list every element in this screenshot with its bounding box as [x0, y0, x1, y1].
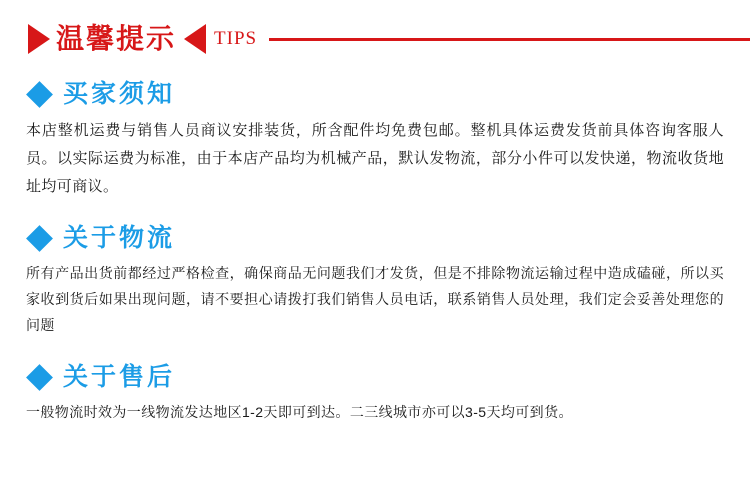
diamond-icon — [26, 225, 53, 252]
section-body: 本店整机运费与销售人员商议安排装货，所含配件均免费包邮。整机具体运费发货前具体咨询客服人员。以实际运费为标准，由于本店产品均为机械产品，默认发物流，部分小件可以发快递，物流收货地址均可商议。 — [26, 122, 724, 195]
page-subtitle: TIPS — [214, 28, 258, 49]
section-body: 所有产品出货前都经过严格检查，确保商品无问题我们才发货，但是不排除物流运输过程中造成磕碰，所以买家收到货后如果出现问题，请不要担心请拨打我们销售人员电话，联系销售人员处理，我们定会妥善处理您的问题 — [26, 265, 724, 334]
section-heading — [30, 82, 736, 107]
section-title: 买家须知 — [63, 80, 176, 108]
left-triangle-icon — [28, 24, 50, 54]
section-title: 关于物流 — [63, 224, 176, 253]
diamond-icon — [26, 81, 53, 108]
page-title: 温馨提示 — [56, 23, 177, 54]
section-after-sales — [0, 362, 750, 426]
section-body: 一般物流时效为一线物流发达地区1-2天即可到达。二三线城市亦可以3-5天均可到货。 — [26, 403, 573, 420]
page-header — [0, 0, 750, 56]
section-heading — [30, 226, 736, 251]
section-heading — [30, 362, 736, 391]
header-divider — [269, 38, 750, 41]
diamond-icon — [26, 364, 53, 391]
section-logistics — [0, 226, 750, 339]
right-triangle-icon — [184, 24, 206, 54]
section-buyer-notice — [0, 82, 750, 200]
section-title: 关于售后 — [63, 362, 176, 391]
